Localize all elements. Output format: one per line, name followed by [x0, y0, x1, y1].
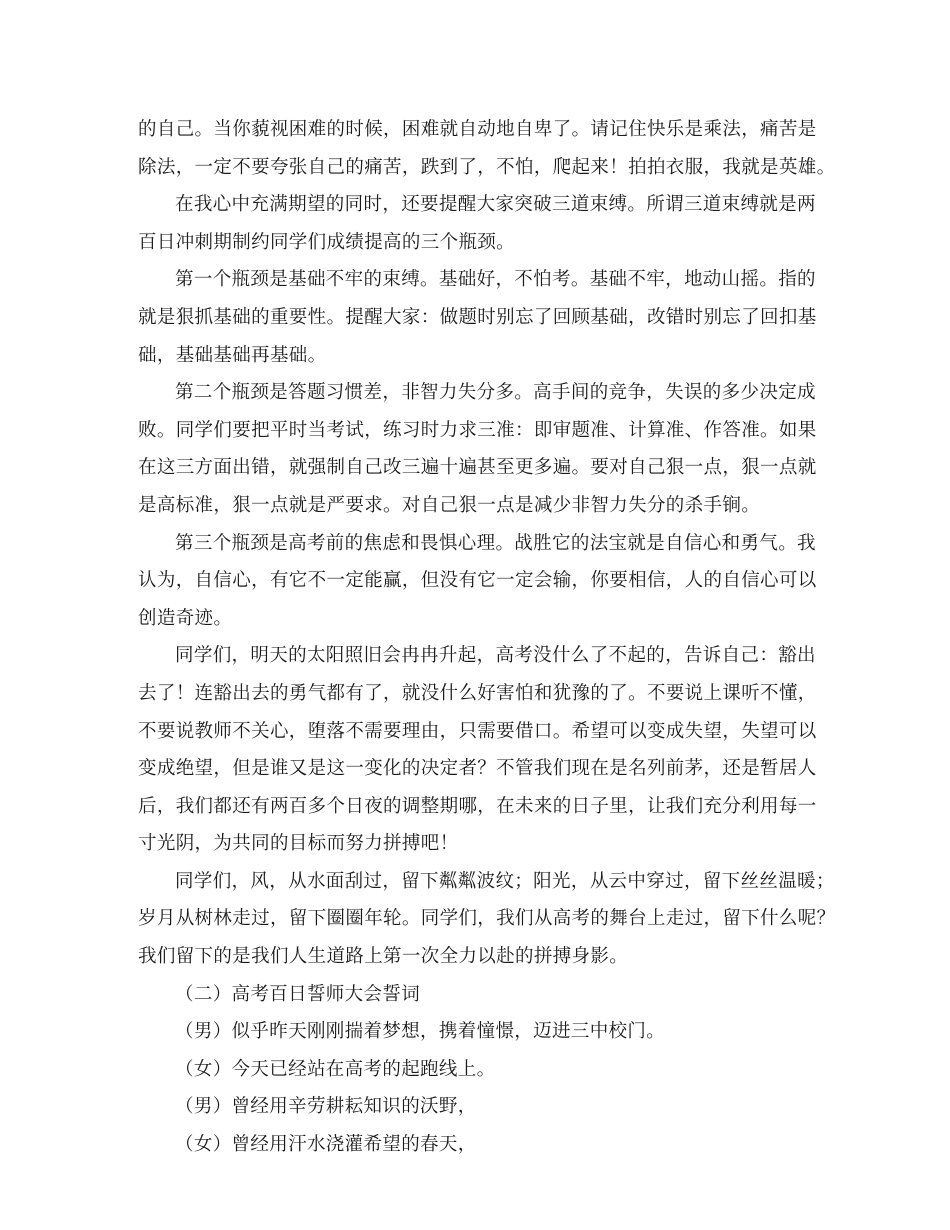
text-line: 的自己。当你藐视困难的时候，困难就自动地自卑了。请记住快乐是乘法，痛苦是 [138, 119, 817, 140]
text-line: 变成绝望，但是谁又是这一变化的决定者？不管我们现在是名列前茅，还是暂居人 [138, 758, 817, 780]
text-line: 第一个瓶颈是基础不牢的束缚。基础好，不怕考。基础不牢，地动山摇。指的 [175, 269, 816, 291]
document-body [138, 111, 836, 1164]
text-line: （女）曾经用汗水浇灌希望的春天， [175, 1134, 477, 1156]
text-line: 败。同学们要把平时当考试，练习时力求三准：即审题准、计算准、作答准。如果 [138, 419, 817, 441]
text-line: （二）高考百日誓师大会誓词 [175, 983, 421, 1005]
text-line: 创造奇迹。 [138, 607, 233, 629]
text-line: 我们留下的是我们人生道路上第一次全力以赴的拼搏身影。 [138, 946, 629, 968]
text-line: 是高标准，狠一点就是严要求。对自己狠一点是减少非智力失分的杀手锏。 [138, 494, 761, 516]
text-line: 就是狠抓基础的重要性。提醒大家：做题时别忘了回顾基础，改错时别忘了回扣基 [138, 306, 817, 328]
text-line: 岁月从树林走过，留下圈圈年轮。同学们，我们从高考的舞台上走过，留下什么呢？ [138, 908, 836, 930]
text-line: 第二个瓶颈是答题习惯差，非智力失分多。高手间的竞争，失误的多少决定成 [175, 382, 816, 404]
text-line: 在我心中充满期望的同时，还要提醒大家突破三道束缚。所谓三道束缚就是两 [175, 194, 816, 216]
text-line: 在这三方面出错，就强制自己改三遍十遍甚至更多遍。要对自己狠一点，狠一点就 [138, 457, 817, 479]
text-line: 认为，自信心，有它不一定能赢，但没有它一定会输，你要相信，人的自信心可以 [138, 570, 817, 592]
text-line: 础，基础基础再基础。 [138, 344, 327, 366]
text-line: 后，我们都还有两百多个日夜的调整期哪，在未来的日子里，让我们充分利用每一 [138, 795, 817, 817]
text-line: 不要说教师不关心，堕落不需要理由，只需要借口。希望可以变成失望，失望可以 [138, 720, 817, 742]
text-line: 寸光阴，为共同的目标而努力拼搏吧！ [138, 833, 459, 855]
text-line: （男）似乎昨天刚刚揣着梦想，携着憧憬，迈进三中校门。 [175, 1021, 666, 1043]
text-line: 同学们，明天的太阳照旧会冉冉升起，高考没什么了不起的，告诉自己：豁出 [175, 645, 816, 667]
text-line: 同学们，风，从水面刮过，留下粼粼波纹；阳光，从云中穿过，留下丝丝温暖； [175, 870, 835, 892]
text-line: （男）曾经用辛劳耕耘知识的沃野， [175, 1096, 477, 1118]
text-line: 百日冲刺期制约同学们成绩提高的三个瓶颈。 [138, 231, 516, 253]
text-line: （女）今天已经站在高考的起跑线上。 [175, 1058, 496, 1080]
text-line: 第三个瓶颈是高考前的焦虑和畏惧心理。战胜它的法宝就是自信心和勇气。我 [175, 532, 816, 554]
text-line: 去了！连豁出去的勇气都有了，就没什么好害怕和犹豫的了。不要说上课听不懂， [138, 682, 817, 704]
text-line: 除法，一定不要夸张自己的痛苦，跌到了，不怕，爬起来！拍拍衣服，我就是英雄。 [138, 156, 836, 178]
